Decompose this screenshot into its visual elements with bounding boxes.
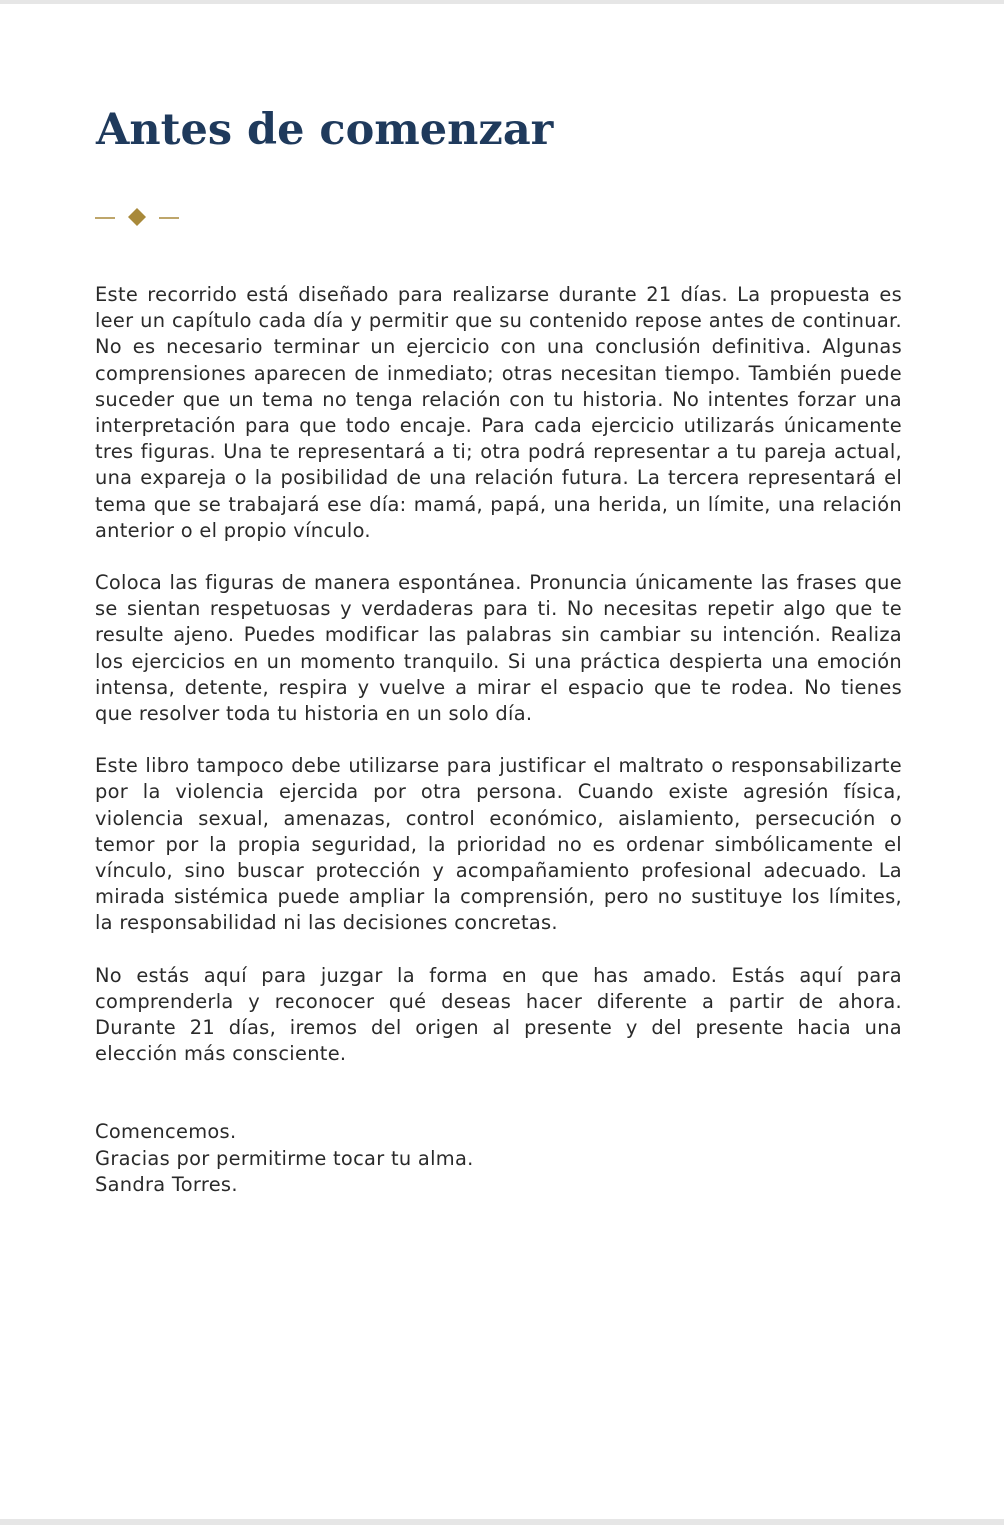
author-signature: Sandra Torres. [95, 1172, 238, 1196]
closing-line-2: Gracias por permitirme tocar tu alma. [95, 1146, 474, 1170]
paragraph-2: Coloca las figuras de manera espontánea. Pronuncia únicamente las frases que se sientan respetuosas y verdaderas para ti. No necesitas repetir algo que te resulte ajeno. Puedes modificar las palabras sin cambiar su intención. Realiza los ejercicios en un momento tranquilo. Si una práctica despierta una emoción intensa, detente, respira y vuelve a mirar el espacio que te rodea. No tienes que resolver toda tu historia en un solo día. [95, 571, 902, 726]
closing-block [95, 1119, 902, 1198]
diamond-divider-icon [95, 204, 185, 228]
chapter-title: Antes de comenzar [96, 105, 554, 155]
diamond-shape [128, 208, 146, 226]
paragraph-1: Este recorrido está diseñado para realizarse durante 21 días. La propuesta es leer un capítulo cada día y permitir que su contenido repose antes de continuar. No es necesario terminar un ejercicio con una conclusión definitiva. Algunas comprensiones aparecen de inmediato; otras necesitan tiempo. También puede suceder que un tema no tenga relación con tu historia. No intentes forzar una interpretación para que todo encaje. Para cada ejercicio utilizarás únicamente tres figuras. Una te representará a ti; otra podrá representar a tu pareja actual, una expareja o la posibilidad de una relación futura. La tercera representará el tema que se trabajará ese día: mamá, papá, una herida, un límite, una relación anterior o el propio vínculo. [95, 283, 902, 542]
book-page [0, 4, 1004, 1519]
body-text [95, 282, 902, 1198]
paragraph-4: No estás aquí para juzgar la forma en que has amado. Estás aquí para comprenderla y reconocer qué deseas hacer diferente a partir de ahora. Durante 21 días, iremos del origen al presente y del presente hacia una elección más consciente. [95, 963, 902, 1066]
closing-line-1: Comencemos. [95, 1120, 237, 1144]
paragraph-3: Este libro tampoco debe utilizarse para justificar el maltrato o responsabilizarte por la violencia ejercida por otra persona. Cuando existe agresión física, violencia sexual, amenazas, control económico, aislamiento, persecución o temor por la propia seguridad, la prioridad no es ordenar simbólicamente el vínculo, sino buscar protección y acompañamiento profesional adecuado. La mirada sistémica puede ampliar la comprensión, pero no sustituye los límites, la responsabilidad ni las decisiones concretas. [95, 754, 902, 935]
